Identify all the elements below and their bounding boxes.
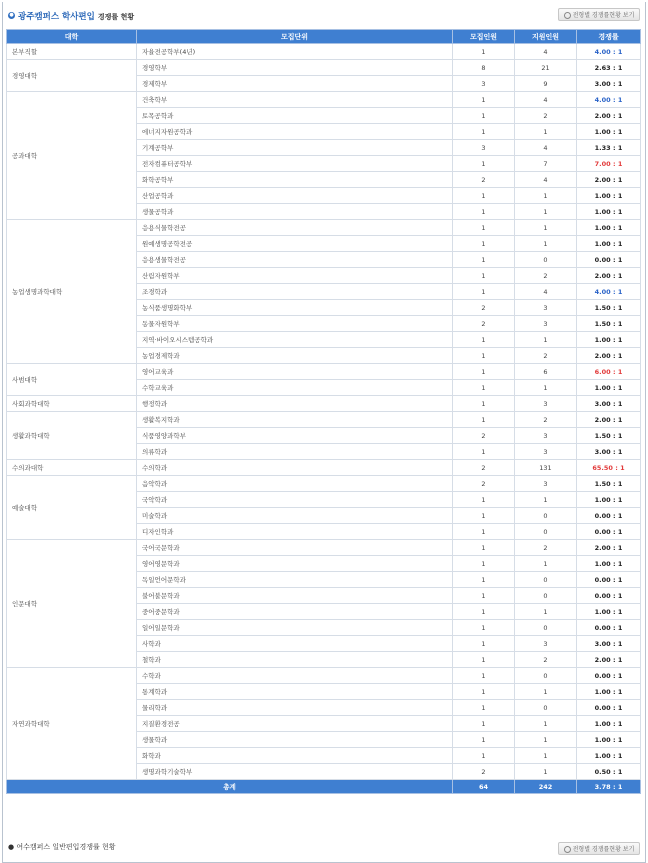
applicants-cell: 2 — [515, 652, 577, 668]
quota-cell: 1 — [453, 348, 515, 364]
quota-cell: 1 — [453, 92, 515, 108]
table-row — [7, 668, 641, 684]
quota-cell: 1 — [453, 604, 515, 620]
rate-cell: 1.00 : 1 — [577, 236, 641, 252]
table-row — [7, 60, 641, 76]
rate-cell: 2.00 : 1 — [577, 172, 641, 188]
applicants-cell: 2 — [515, 108, 577, 124]
unit-cell: 미술학과 — [137, 508, 453, 524]
rate-cell: 0.00 : 1 — [577, 668, 641, 684]
applicants-cell: 2 — [515, 268, 577, 284]
next-section-title: 여수캠퍼스 일반편입경쟁률 현황 — [16, 843, 116, 851]
applicants-cell: 21 — [515, 60, 577, 76]
unit-cell: 화학공학부 — [137, 172, 453, 188]
applicants-cell: 4 — [515, 140, 577, 156]
rate-cell: 6.00 : 1 — [577, 364, 641, 380]
applicants-cell: 2 — [515, 412, 577, 428]
quota-cell: 1 — [453, 700, 515, 716]
applicants-cell: 1 — [515, 716, 577, 732]
rate-cell: 1.50 : 1 — [577, 316, 641, 332]
quota-cell: 1 — [453, 524, 515, 540]
section-subtitle: 경쟁률 현황 — [97, 13, 135, 21]
unit-cell: 생명과학기술학부 — [137, 764, 453, 780]
unit-cell: 경영학부 — [137, 60, 453, 76]
unit-cell: 응용생물학전공 — [137, 252, 453, 268]
search-icon — [564, 12, 571, 19]
applicants-cell: 1 — [515, 204, 577, 220]
unit-cell: 산업공학과 — [137, 188, 453, 204]
unit-cell: 에너지자원공학과 — [137, 124, 453, 140]
next-section-header — [8, 842, 640, 858]
unit-cell: 수의학과 — [137, 460, 453, 476]
col-applicants: 지원인원 — [515, 30, 577, 44]
applicants-cell: 1 — [515, 188, 577, 204]
unit-cell: 농식품생명화학부 — [137, 300, 453, 316]
quota-cell: 1 — [453, 540, 515, 556]
applicants-cell: 4 — [515, 284, 577, 300]
quota-cell: 1 — [453, 268, 515, 284]
table-row — [7, 364, 641, 380]
rate-cell: 4.00 : 1 — [577, 284, 641, 300]
quota-cell: 1 — [453, 108, 515, 124]
applicants-cell: 0 — [515, 700, 577, 716]
quota-cell: 2 — [453, 300, 515, 316]
applicants-cell: 9 — [515, 76, 577, 92]
applicants-cell: 6 — [515, 364, 577, 380]
applicants-cell: 1 — [515, 764, 577, 780]
unit-cell: 지질환경전공 — [137, 716, 453, 732]
rate-cell: 2.00 : 1 — [577, 348, 641, 364]
rate-cell: 1.00 : 1 — [577, 492, 641, 508]
table-row — [7, 44, 641, 60]
unit-cell: 화학과 — [137, 748, 453, 764]
rate-cell: 7.00 : 1 — [577, 156, 641, 172]
unit-cell: 동물자원학부 — [137, 316, 453, 332]
rate-cell: 1.00 : 1 — [577, 716, 641, 732]
applicants-cell: 3 — [515, 444, 577, 460]
rate-cell: 0.00 : 1 — [577, 620, 641, 636]
unit-cell: 수학교육과 — [137, 380, 453, 396]
applicants-cell: 2 — [515, 348, 577, 364]
college-cell: 공과대학 — [7, 92, 137, 220]
unit-cell: 생물학과 — [137, 732, 453, 748]
rate-cell: 1.00 : 1 — [577, 188, 641, 204]
unit-cell: 음악학과 — [137, 476, 453, 492]
rate-cell: 0.00 : 1 — [577, 588, 641, 604]
unit-cell: 의류학과 — [137, 444, 453, 460]
quota-cell: 1 — [453, 652, 515, 668]
rate-cell: 3.00 : 1 — [577, 636, 641, 652]
quota-cell: 1 — [453, 124, 515, 140]
col-quota: 모집인원 — [453, 30, 515, 44]
quota-cell: 1 — [453, 668, 515, 684]
unit-cell: 행정학과 — [137, 396, 453, 412]
table-header-row — [7, 30, 641, 44]
rate-cell: 3.00 : 1 — [577, 396, 641, 412]
quota-cell: 3 — [453, 76, 515, 92]
quota-cell: 1 — [453, 252, 515, 268]
unit-cell: 생활복지학과 — [137, 412, 453, 428]
quota-cell: 3 — [453, 140, 515, 156]
applicants-cell: 3 — [515, 428, 577, 444]
applicants-cell: 4 — [515, 44, 577, 60]
col-unit: 모집단위 — [137, 30, 453, 44]
unit-cell: 건축학부 — [137, 92, 453, 108]
unit-cell: 조경학과 — [137, 284, 453, 300]
unit-cell: 농업경제학과 — [137, 348, 453, 364]
applicants-cell: 7 — [515, 156, 577, 172]
applicants-cell: 4 — [515, 92, 577, 108]
applicants-cell: 3 — [515, 396, 577, 412]
rate-cell: 0.50 : 1 — [577, 764, 641, 780]
quota-cell: 8 — [453, 60, 515, 76]
quota-cell: 1 — [453, 556, 515, 572]
quota-cell: 2 — [453, 460, 515, 476]
rate-cell: 1.00 : 1 — [577, 124, 641, 140]
applicants-cell: 3 — [515, 316, 577, 332]
applicants-cell: 1 — [515, 124, 577, 140]
rate-cell: 1.00 : 1 — [577, 732, 641, 748]
quota-cell: 1 — [453, 380, 515, 396]
total-rate: 3.78 : 1 — [577, 780, 641, 794]
next-view-by-admission-button[interactable]: 전형별 경쟁률현황 보기 — [558, 842, 640, 855]
unit-cell: 경제학부 — [137, 76, 453, 92]
rate-cell: 2.00 : 1 — [577, 268, 641, 284]
rate-cell: 2.63 : 1 — [577, 60, 641, 76]
applicants-cell: 2 — [515, 540, 577, 556]
unit-cell: 일어일문학과 — [137, 620, 453, 636]
applicants-cell: 3 — [515, 636, 577, 652]
quota-cell: 1 — [453, 572, 515, 588]
rate-cell: 2.00 : 1 — [577, 540, 641, 556]
applicants-cell: 0 — [515, 524, 577, 540]
table-row — [7, 92, 641, 108]
rate-cell: 1.50 : 1 — [577, 428, 641, 444]
quota-cell: 1 — [453, 732, 515, 748]
applicants-cell: 1 — [515, 604, 577, 620]
rate-cell: 1.00 : 1 — [577, 604, 641, 620]
quota-cell: 1 — [453, 412, 515, 428]
college-cell: 사범대학 — [7, 364, 137, 396]
quota-cell: 1 — [453, 444, 515, 460]
unit-cell: 원예생명공학전공 — [137, 236, 453, 252]
applicants-cell: 1 — [515, 332, 577, 348]
quota-cell: 1 — [453, 716, 515, 732]
unit-cell: 국어국문학과 — [137, 540, 453, 556]
total-quota: 64 — [453, 780, 515, 794]
quota-cell: 2 — [453, 476, 515, 492]
rate-cell: 2.00 : 1 — [577, 108, 641, 124]
applicants-cell: 1 — [515, 684, 577, 700]
unit-cell: 사학과 — [137, 636, 453, 652]
college-cell: 농업생명과학대학 — [7, 220, 137, 364]
quota-cell: 1 — [453, 236, 515, 252]
quota-cell: 1 — [453, 332, 515, 348]
applicants-cell: 0 — [515, 620, 577, 636]
unit-cell: 생물공학과 — [137, 204, 453, 220]
col-rate: 경쟁률 — [577, 30, 641, 44]
unit-cell: 지역·바이오시스템공학과 — [137, 332, 453, 348]
total-applicants: 242 — [515, 780, 577, 794]
quota-cell: 2 — [453, 764, 515, 780]
table-row — [7, 540, 641, 556]
unit-cell: 식품영양과학부 — [137, 428, 453, 444]
table-row — [7, 460, 641, 476]
applicants-cell: 0 — [515, 252, 577, 268]
applicants-cell: 3 — [515, 476, 577, 492]
rate-cell: 0.00 : 1 — [577, 252, 641, 268]
quota-cell: 1 — [453, 188, 515, 204]
college-cell: 인문대학 — [7, 540, 137, 668]
quota-cell: 1 — [453, 588, 515, 604]
applicants-cell: 1 — [515, 556, 577, 572]
rate-cell: 0.00 : 1 — [577, 508, 641, 524]
rate-cell: 0.00 : 1 — [577, 700, 641, 716]
quota-cell: 1 — [453, 204, 515, 220]
college-cell: 자연과학대학 — [7, 668, 137, 780]
quota-cell: 1 — [453, 492, 515, 508]
unit-cell: 국악학과 — [137, 492, 453, 508]
unit-cell: 물리학과 — [137, 700, 453, 716]
table-row — [7, 396, 641, 412]
rate-cell: 1.33 : 1 — [577, 140, 641, 156]
rate-cell: 0.00 : 1 — [577, 572, 641, 588]
applicants-cell: 0 — [515, 668, 577, 684]
unit-cell: 응용식물학전공 — [137, 220, 453, 236]
table-row — [7, 476, 641, 492]
unit-cell: 통계학과 — [137, 684, 453, 700]
rate-cell: 1.00 : 1 — [577, 220, 641, 236]
college-cell: 본부직할 — [7, 44, 137, 60]
applicants-cell: 1 — [515, 380, 577, 396]
college-cell: 수의과대학 — [7, 460, 137, 476]
unit-cell: 디자인학과 — [137, 524, 453, 540]
rate-cell: 1.00 : 1 — [577, 380, 641, 396]
rate-cell: 1.00 : 1 — [577, 684, 641, 700]
quota-cell: 1 — [453, 284, 515, 300]
rate-cell: 3.00 : 1 — [577, 444, 641, 460]
rate-cell: 1.00 : 1 — [577, 748, 641, 764]
rate-cell: 4.00 : 1 — [577, 44, 641, 60]
total-label: 총계 — [7, 780, 453, 794]
unit-cell: 철학과 — [137, 652, 453, 668]
bullet-icon: ● — [8, 843, 15, 851]
quota-cell: 1 — [453, 396, 515, 412]
table-row — [7, 412, 641, 428]
rate-cell: 3.00 : 1 — [577, 76, 641, 92]
section-title: 광주캠퍼스 학사편입 경쟁률 현황 — [18, 12, 135, 22]
bullet-icon: ● — [9, 12, 14, 18]
view-by-admission-button[interactable]: 전형별 경쟁률현황 보기 — [558, 8, 640, 21]
quota-cell: 1 — [453, 684, 515, 700]
rate-cell: 1.50 : 1 — [577, 476, 641, 492]
unit-cell: 전자컴퓨터공학부 — [137, 156, 453, 172]
quota-cell: 1 — [453, 620, 515, 636]
quota-cell: 1 — [453, 636, 515, 652]
applicants-cell: 1 — [515, 748, 577, 764]
quota-cell: 2 — [453, 172, 515, 188]
applicants-cell: 1 — [515, 220, 577, 236]
college-cell: 사회과학대학 — [7, 396, 137, 412]
competition-table — [6, 29, 641, 794]
unit-cell: 독일언어문학과 — [137, 572, 453, 588]
unit-cell: 기계공학부 — [137, 140, 453, 156]
unit-cell: 산림자원학부 — [137, 268, 453, 284]
college-cell: 예술대학 — [7, 476, 137, 540]
rate-cell: 1.00 : 1 — [577, 332, 641, 348]
applicants-cell: 1 — [515, 492, 577, 508]
unit-cell: 자율전공학부(4년) — [137, 44, 453, 60]
quota-cell: 1 — [453, 508, 515, 524]
total-row — [7, 780, 641, 794]
quota-cell: 1 — [453, 748, 515, 764]
quota-cell: 1 — [453, 44, 515, 60]
rate-cell: 2.00 : 1 — [577, 652, 641, 668]
college-cell: 경영대학 — [7, 60, 137, 92]
rate-cell: 2.00 : 1 — [577, 412, 641, 428]
rate-cell: 1.50 : 1 — [577, 300, 641, 316]
quota-cell: 2 — [453, 316, 515, 332]
quota-cell: 1 — [453, 220, 515, 236]
applicants-cell: 3 — [515, 300, 577, 316]
rate-cell: 1.00 : 1 — [577, 556, 641, 572]
quota-cell: 2 — [453, 428, 515, 444]
unit-cell: 중어중문학과 — [137, 604, 453, 620]
quota-cell: 1 — [453, 364, 515, 380]
quota-cell: 1 — [453, 156, 515, 172]
unit-cell: 수학과 — [137, 668, 453, 684]
rate-cell: 0.00 : 1 — [577, 524, 641, 540]
applicants-cell: 0 — [515, 508, 577, 524]
table-row — [7, 220, 641, 236]
applicants-cell: 4 — [515, 172, 577, 188]
section-header — [8, 8, 640, 24]
unit-cell: 불어불문학과 — [137, 588, 453, 604]
applicants-cell: 1 — [515, 236, 577, 252]
applicants-cell: 0 — [515, 572, 577, 588]
applicants-cell: 1 — [515, 732, 577, 748]
college-cell: 생활과학대학 — [7, 412, 137, 460]
unit-cell: 토목공학과 — [137, 108, 453, 124]
rate-cell: 1.00 : 1 — [577, 204, 641, 220]
unit-cell: 영어영문학과 — [137, 556, 453, 572]
applicants-cell: 0 — [515, 588, 577, 604]
unit-cell: 영어교육과 — [137, 364, 453, 380]
rate-cell: 4.00 : 1 — [577, 92, 641, 108]
col-college: 대학 — [7, 30, 137, 44]
rate-cell: 65.50 : 1 — [577, 460, 641, 476]
applicants-cell: 131 — [515, 460, 577, 476]
